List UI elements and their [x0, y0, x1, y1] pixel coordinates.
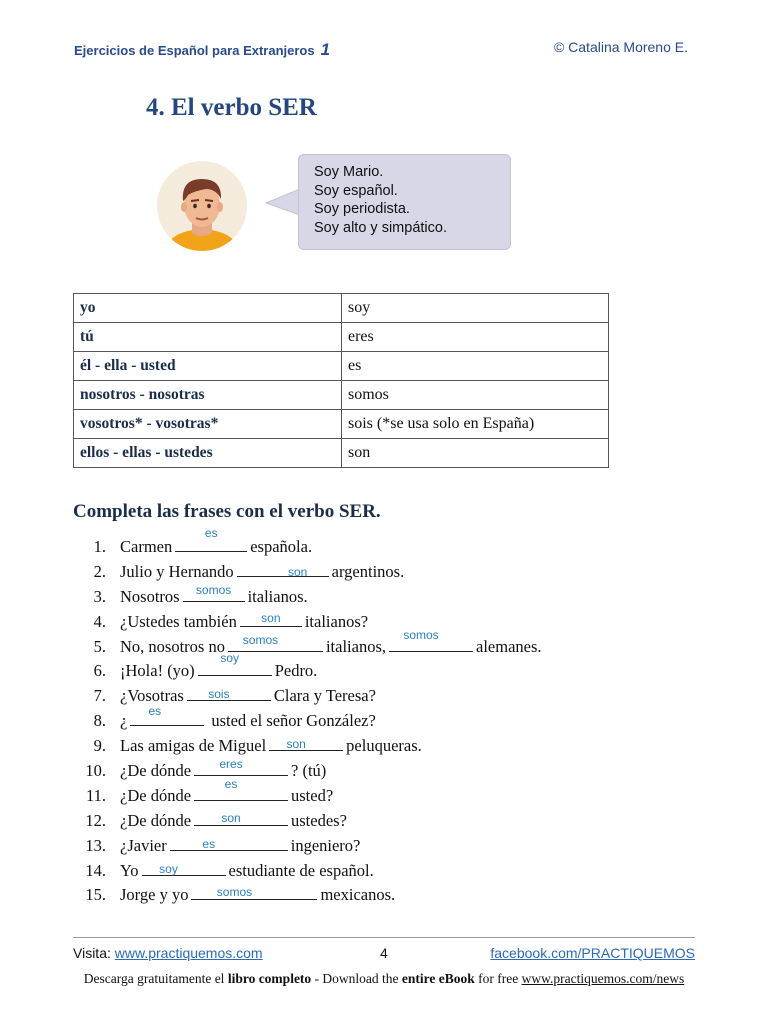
- sentence-end: Pedro.: [274, 661, 318, 681]
- answer-blank[interactable]: [187, 686, 271, 701]
- answer-blank[interactable]: [228, 632, 323, 652]
- speech-bubble-tail: [262, 185, 302, 221]
- pronoun-cell: nosotros - nosotras: [74, 381, 342, 410]
- exercise-item: [0, 684, 768, 709]
- exercise-item: [0, 883, 768, 908]
- pronoun-cell: vosotros* - vosotras*: [74, 410, 342, 439]
- table-row: [74, 381, 609, 410]
- page-title: 4. El verbo SER: [146, 94, 317, 121]
- pronoun-cell: tú: [74, 323, 342, 352]
- exercise-number: 6.: [93, 661, 106, 681]
- exercise-number: 7.: [93, 686, 106, 706]
- exercise-item: [0, 776, 768, 809]
- pronoun-cell: ellos - ellas - ustedes: [74, 439, 342, 468]
- exercise-item: [0, 759, 768, 784]
- answer-blank[interactable]: [240, 612, 302, 627]
- pronoun-cell: él - ella - usted: [74, 352, 342, 381]
- exercise-item: [0, 627, 768, 660]
- visit-label: Visita:: [73, 945, 111, 961]
- volume-number: 1: [320, 40, 331, 59]
- exercise-number: 15.: [85, 885, 106, 905]
- sentence-end: alemanes.: [476, 636, 542, 656]
- sentence-start: Jorge y yo: [120, 885, 189, 905]
- answer-blank[interactable]: [142, 861, 226, 876]
- handwritten-answer: eres: [219, 757, 243, 772]
- exercise-list: [0, 526, 768, 908]
- sentence-end: ustedes?: [291, 810, 347, 830]
- download-text: Descarga gratuitamente el: [83, 971, 225, 986]
- exercise-number: 13.: [85, 835, 106, 855]
- table-row: [74, 352, 609, 381]
- answer-blank[interactable]: [237, 562, 329, 577]
- facebook-link[interactable]: facebook.com/PRACTIQUEMOS: [490, 945, 695, 961]
- sentence-start: Julio y Hernando: [120, 561, 234, 581]
- pronoun-cell: yo: [74, 294, 342, 323]
- sentence-start: ¡Hola! (yo): [120, 661, 195, 681]
- handwritten-answer: somos: [242, 632, 279, 647]
- table-row: [74, 410, 609, 439]
- exercise-number: 10.: [85, 761, 106, 781]
- table-row: [74, 439, 609, 468]
- exercise-number: 2.: [93, 561, 106, 581]
- sentence-start: ¿De dónde: [120, 761, 192, 781]
- exercise-number: 14.: [85, 860, 106, 880]
- sentence-end: mexicanos.: [320, 885, 396, 905]
- exercise-number: 4.: [93, 611, 106, 631]
- exercise-item: [0, 859, 768, 884]
- copyright-notice: © Catalina Moreno E.: [553, 39, 688, 55]
- handwritten-answer: es: [224, 776, 238, 791]
- exercise-item: [0, 834, 768, 859]
- sentence-start: ¿De dónde: [120, 785, 192, 805]
- footer-divider: [73, 937, 695, 938]
- download-notice: [0, 971, 768, 987]
- sentence-end: usted el señor González?: [211, 711, 376, 731]
- handwritten-answer: son: [261, 610, 281, 625]
- exercise-number: 3.: [93, 586, 106, 606]
- speech-line: Soy periodista.: [314, 201, 410, 217]
- download-bold-text: entire eBook: [401, 971, 475, 986]
- exercise-item: [0, 809, 768, 834]
- answer-blank[interactable]: [191, 885, 317, 900]
- answer-blank[interactable]: [194, 811, 288, 826]
- handwritten-answer: es: [204, 526, 218, 540]
- verb-form-cell: son: [342, 439, 609, 468]
- sentence-start: ¿De dónde: [120, 810, 192, 830]
- sentence-end: estudiante de español.: [228, 860, 374, 880]
- download-text: - Download the: [314, 971, 399, 986]
- sentence-middle: italianos,: [325, 636, 386, 656]
- sentence-end: italianos?: [304, 611, 369, 631]
- series-header: [74, 40, 330, 60]
- sentence-start: ¿: [120, 711, 128, 731]
- handwritten-answer: sois: [208, 687, 230, 702]
- footer-visit: [73, 945, 263, 961]
- handwritten-answer: es: [202, 836, 216, 851]
- handwritten-answer: es: [148, 704, 162, 719]
- table-row: [74, 323, 609, 352]
- series-title: Ejercicios de Español para Extranjeros: [74, 43, 315, 58]
- verb-form-cell: soy: [342, 294, 609, 323]
- handwritten-answer: son: [286, 737, 306, 752]
- website-link[interactable]: www.practiquemos.com: [114, 945, 263, 961]
- verb-form-cell: somos: [342, 381, 609, 410]
- sentence-start: Las amigas de Miguel: [120, 736, 267, 756]
- footer-facebook: [490, 945, 695, 961]
- speech-line: Soy español.: [314, 182, 398, 199]
- page-number: 4: [380, 945, 388, 961]
- sentence-end: argentinos.: [331, 561, 405, 581]
- sentence-start: ¿Ustedes también: [120, 611, 237, 631]
- handwritten-answer: somos: [195, 582, 232, 597]
- exercise-number: 8.: [93, 711, 106, 731]
- exercise-number: 11.: [85, 785, 106, 805]
- exercise-number: 9.: [93, 736, 106, 756]
- sentence-end: ingeniero?: [290, 835, 361, 855]
- table-row: [74, 294, 609, 323]
- handwritten-answer: soy: [159, 861, 178, 876]
- sentence-end: italianos.: [247, 586, 308, 606]
- handwritten-answer: somos: [403, 627, 439, 642]
- handwritten-answer: son: [221, 810, 241, 825]
- exercise-number: 5.: [93, 636, 106, 656]
- verb-form-cell: sois (*se usa solo en España): [342, 410, 609, 439]
- sentence-start: Yo: [120, 860, 139, 880]
- answer-blank[interactable]: [170, 836, 288, 851]
- exercise-item: [0, 704, 768, 734]
- answer-blank[interactable]: [130, 704, 204, 726]
- sentence-end: peluqueras.: [346, 736, 422, 756]
- exercise-item: [0, 582, 768, 610]
- answer-blank[interactable]: [183, 582, 245, 602]
- exercise-instruction: Completa las frases con el verbo SER.: [73, 501, 381, 522]
- answer-blank[interactable]: [194, 757, 288, 776]
- avatar-mario: [156, 161, 248, 251]
- sentence-start: ¿Javier: [120, 835, 167, 855]
- verb-form-cell: es: [342, 352, 609, 381]
- verb-form-cell: eres: [342, 323, 609, 352]
- exercise-item: [0, 560, 768, 585]
- download-text: for free: [478, 971, 519, 986]
- speech-line: Soy Mario.: [314, 164, 384, 180]
- exercise-item: [0, 526, 768, 560]
- sentence-start: No, nosotros no: [120, 636, 225, 656]
- speech-bubble: [298, 154, 511, 250]
- answer-blank[interactable]: [389, 627, 473, 652]
- download-link[interactable]: www.practiquemos.com/news: [521, 971, 685, 986]
- answer-blank[interactable]: [269, 736, 343, 751]
- exercise-number: 1.: [93, 537, 106, 556]
- sentence-end: usted?: [291, 785, 334, 805]
- handwritten-answer: son: [287, 564, 308, 579]
- answer-blank[interactable]: [198, 651, 272, 676]
- sentence-start: ¿Vosotras: [120, 686, 184, 706]
- sentence-end: española.: [250, 537, 313, 556]
- speech-line: Soy alto y simpático.: [314, 219, 447, 236]
- sentence-start: Carmen: [120, 537, 173, 556]
- conjugation-table: [73, 293, 609, 468]
- sentence-end: Clara y Teresa?: [273, 686, 376, 706]
- handwritten-answer: somos: [216, 885, 253, 900]
- sentence-end: ? (tú): [291, 761, 327, 781]
- sentence-start: Nosotros: [120, 586, 180, 606]
- exercise-item: [0, 651, 768, 684]
- download-bold-text: libro completo: [227, 971, 312, 986]
- exercise-number: 12.: [85, 810, 106, 830]
- exercise-item: [0, 610, 768, 635]
- answer-blank[interactable]: [175, 526, 247, 552]
- handwritten-answer: soy: [220, 651, 240, 666]
- answer-blank[interactable]: [194, 776, 288, 801]
- exercise-item: [0, 734, 768, 759]
